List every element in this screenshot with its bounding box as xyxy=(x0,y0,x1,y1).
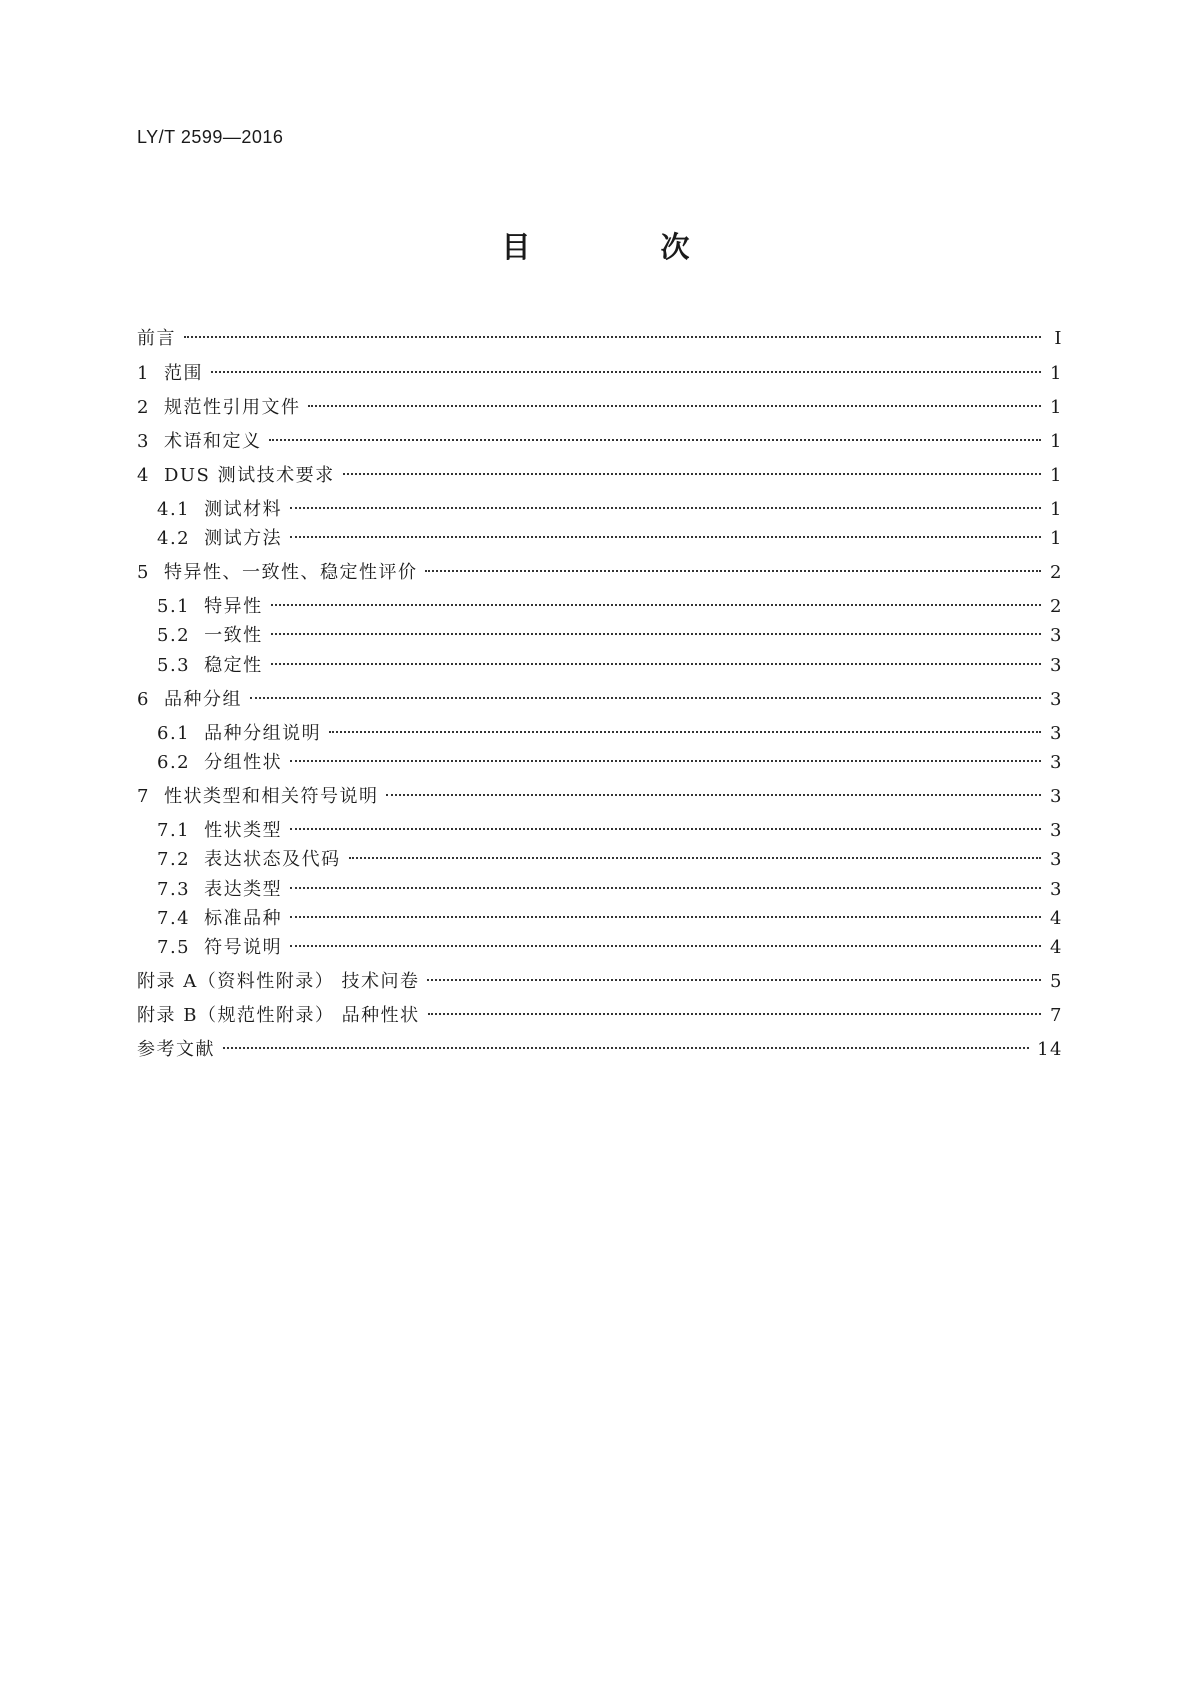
toc-entry-number: 7.1 xyxy=(157,820,191,841)
toc-entry[interactable] xyxy=(137,689,1063,711)
toc-entry-page: 14 xyxy=(1037,1039,1063,1060)
toc-entry-page: 3 xyxy=(1050,723,1063,744)
toc-entry-number: 4 xyxy=(137,465,150,486)
toc-entry-number: 5.1 xyxy=(157,596,191,617)
toc-entry-page: 1 xyxy=(1050,431,1063,452)
toc-dot-leader xyxy=(308,405,1041,407)
toc-entry-label: 前言 xyxy=(137,328,176,349)
toc-entry-page: 1 xyxy=(1050,363,1063,384)
toc-entry[interactable] xyxy=(137,363,1063,385)
toc-entry[interactable] xyxy=(137,596,1063,618)
toc-entry-page: 2 xyxy=(1050,596,1063,617)
toc-dot-leader xyxy=(184,336,1041,338)
toc-entry-number: 7.5 xyxy=(157,937,191,958)
toc-entry-page: 3 xyxy=(1050,786,1063,807)
toc-entry-page: 1 xyxy=(1050,528,1063,549)
toc-entry-label: 表达类型 xyxy=(204,879,283,900)
toc-entry-number: 6.2 xyxy=(157,752,191,773)
toc-entry[interactable] xyxy=(137,849,1063,871)
toc-entry-label: 测试材料 xyxy=(204,499,283,520)
toc-entry-label: 符号说明 xyxy=(204,937,283,958)
toc-dot-leader xyxy=(329,731,1041,733)
toc-entry-page: 7 xyxy=(1050,1005,1063,1026)
toc-entry-page: 2 xyxy=(1050,562,1063,583)
toc-entry-page: 3 xyxy=(1050,689,1063,710)
toc-entry-number: 6 xyxy=(137,689,150,710)
toc-entry-page: 1 xyxy=(1050,499,1063,520)
toc-entry-number: 4.2 xyxy=(157,528,191,549)
toc-entry-label: 范围 xyxy=(163,363,203,384)
toc-entry[interactable] xyxy=(137,820,1063,842)
toc-dot-leader xyxy=(290,507,1041,509)
toc-entry-page: Ⅰ xyxy=(1054,328,1063,349)
toc-entry-label: 稳定性 xyxy=(204,655,263,676)
toc-entry-number: 5.3 xyxy=(157,655,191,676)
toc-dot-leader xyxy=(290,887,1041,889)
toc-entry[interactable] xyxy=(137,655,1063,677)
toc-entry-number: 7.3 xyxy=(157,879,191,900)
toc-entry-page: 1 xyxy=(1050,465,1063,486)
toc-entry-number: 5 xyxy=(137,562,150,583)
toc-entry[interactable] xyxy=(137,465,1063,487)
toc-dot-leader xyxy=(223,1047,1029,1049)
toc-entry-number: 5.2 xyxy=(157,625,191,646)
toc-entry[interactable] xyxy=(137,1005,1063,1027)
toc-dot-leader xyxy=(290,760,1041,762)
toc-entry[interactable] xyxy=(137,786,1063,808)
toc-dot-leader xyxy=(343,473,1041,475)
toc-entry-number: 7.2 xyxy=(157,849,191,870)
document-code: LY/T 2599—2016 xyxy=(137,127,284,147)
toc-entry-page: 5 xyxy=(1050,971,1063,992)
toc-entry-label: DUS 测试技术要求 xyxy=(163,465,335,486)
toc-entry-number: 7 xyxy=(137,786,150,807)
toc-dot-leader xyxy=(271,633,1041,635)
toc-entry-label: 品种分组说明 xyxy=(204,723,322,744)
toc-entry[interactable] xyxy=(137,625,1063,647)
toc-entry-page: 4 xyxy=(1050,937,1063,958)
toc-entry-number: 6.1 xyxy=(157,723,191,744)
toc-entry-label: 性状类型 xyxy=(204,820,283,841)
toc-entry[interactable] xyxy=(137,528,1063,550)
toc-entry-page: 1 xyxy=(1050,397,1063,418)
toc-dot-leader xyxy=(386,794,1041,796)
toc-entry[interactable] xyxy=(137,397,1063,419)
toc-entry[interactable] xyxy=(137,328,1063,350)
toc-entry[interactable] xyxy=(137,971,1063,993)
toc-entry[interactable] xyxy=(137,937,1063,959)
toc-dot-leader xyxy=(427,979,1041,981)
toc-entry-number: 2 xyxy=(137,397,150,418)
toc-entry-page: 3 xyxy=(1050,849,1063,870)
toc-entry-page: 4 xyxy=(1050,908,1063,929)
toc-dot-leader xyxy=(269,439,1041,441)
toc-dot-leader xyxy=(211,371,1041,373)
toc-entry-label: 测试方法 xyxy=(204,528,283,549)
toc-entry[interactable] xyxy=(137,908,1063,930)
toc-entry-label: 附录 B（规范性附录） 品种性状 xyxy=(137,1005,420,1026)
toc-entry-label: 标准品种 xyxy=(204,908,283,929)
toc-entry[interactable] xyxy=(137,1039,1063,1061)
toc-entry-page: 3 xyxy=(1050,752,1063,773)
toc-entry-label: 分组性状 xyxy=(204,752,283,773)
toc-entry-label: 术语和定义 xyxy=(163,431,262,452)
toc-entry-label: 规范性引用文件 xyxy=(163,397,301,418)
toc-dot-leader xyxy=(290,536,1041,538)
toc-entry-label: 参考文献 xyxy=(137,1039,215,1060)
toc-entry[interactable] xyxy=(137,562,1063,584)
toc-dot-leader xyxy=(271,663,1041,665)
toc-dot-leader xyxy=(349,857,1041,859)
toc-dot-leader xyxy=(425,570,1041,572)
toc-entry-page: 3 xyxy=(1050,820,1063,841)
toc-entry[interactable] xyxy=(137,499,1063,521)
toc-entry-label: 特异性、一致性、稳定性评价 xyxy=(163,562,418,583)
toc-dot-leader xyxy=(290,916,1041,918)
toc-entry-page: 3 xyxy=(1050,879,1063,900)
toc-entry[interactable] xyxy=(137,723,1063,745)
toc-dot-leader xyxy=(290,828,1041,830)
toc-entry-label: 性状类型和相关符号说明 xyxy=(163,786,379,807)
toc-entry-page: 3 xyxy=(1050,625,1063,646)
toc-dot-leader xyxy=(290,945,1041,947)
toc-dot-leader xyxy=(271,604,1041,606)
toc-entry[interactable] xyxy=(137,752,1063,774)
toc-entry-label: 表达状态及代码 xyxy=(204,849,341,870)
toc-dot-leader xyxy=(428,1013,1041,1015)
toc-entry-page: 3 xyxy=(1050,655,1063,676)
toc-entry[interactable] xyxy=(137,879,1063,901)
toc-entry-label: 附录 A（资料性附录） 技术问卷 xyxy=(137,971,420,992)
toc-entry-label: 一致性 xyxy=(204,625,263,646)
page-title: 目 次 xyxy=(501,230,750,264)
toc-entry-number: 4.1 xyxy=(157,499,191,520)
toc-entry-number: 3 xyxy=(137,431,150,452)
toc-entry-label: 品种分组 xyxy=(163,689,242,710)
toc-entry-label: 特异性 xyxy=(204,596,263,617)
toc-entry-number: 7.4 xyxy=(157,908,191,929)
toc-entry[interactable] xyxy=(137,431,1063,453)
toc-entry-number: 1 xyxy=(137,363,150,384)
toc-dot-leader xyxy=(250,697,1041,699)
